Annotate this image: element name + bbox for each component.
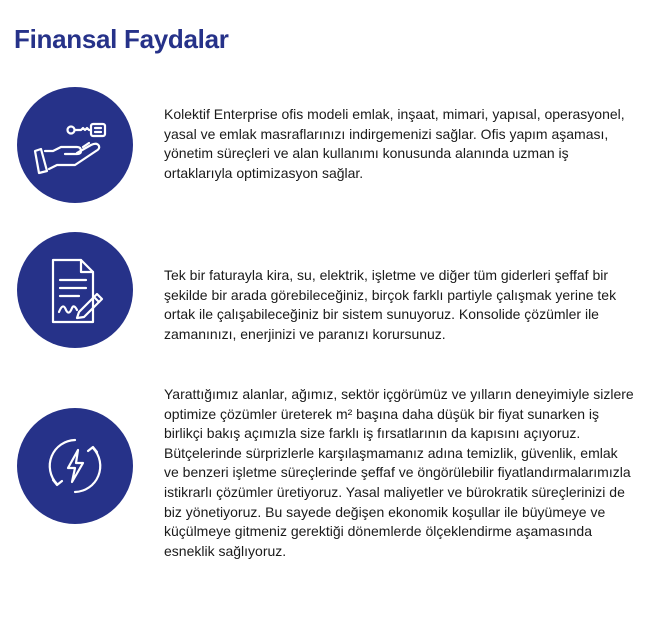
page-title: Finansal Faydalar [14, 24, 229, 54]
energy-refresh-icon [17, 408, 133, 524]
benefit-text: Tek bir faturayla kira, su, elektrik, işletme ve diğer tüm giderleri şeffaf bir şekilde bir arada görebileceğiniz, birçok farklı partiyle çalışmak yerine tek ortak ile çalışabileceğiniz bir sistem sunuyoruz. Konsolide çözümler ile zamanınızı, enerjinizi ve paranızı korursunuz. [164, 267, 617, 342]
hand-key-icon [17, 87, 133, 203]
benefit-text: Kolektif Enterprise ofis modeli emlak, inşaat, mimari, yapısal, operasyonel, yasal ve emlak masraflarınızı indirgemenizi sağlar. Ofis yapım aşaması, yönetim süreçleri ve alan kullanımı konusunda alanında uzman iş ortaklarıyla optimizasyon sağlar. [164, 106, 625, 181]
benefit-text: Yarattığımız alanlar, ağımız, sektör içgörümüz ve yılların deneyimiyle sizlere optimize çözümler üreterek m² başına daha düşük bir fiyat sunarken iş birlikçi bakış açımızla size farklı iş fırsatlarının da kapısını açıyoruz. Bütçelerinde sürprizlerle karşılaşmamanız adına temizlik, güvenlik, emlak ve benzeri işletme süreçlerinde şeffaf ve öngörülebilir fiyatlandırmalarımızla istikrarlı çözümler üretiyoruz. Yasal maliyetler ve bürokratik süreçlerinizi de biz yönetiyoruz. Bu sayede değişen ekonomik koşullar ile büyümeye ve küçülmeye gitmeniz gerektiği dönemlerde ölçeklendirme aşamasında esneklik sağlıyoruz. [164, 386, 634, 559]
signed-document-icon [17, 232, 133, 348]
